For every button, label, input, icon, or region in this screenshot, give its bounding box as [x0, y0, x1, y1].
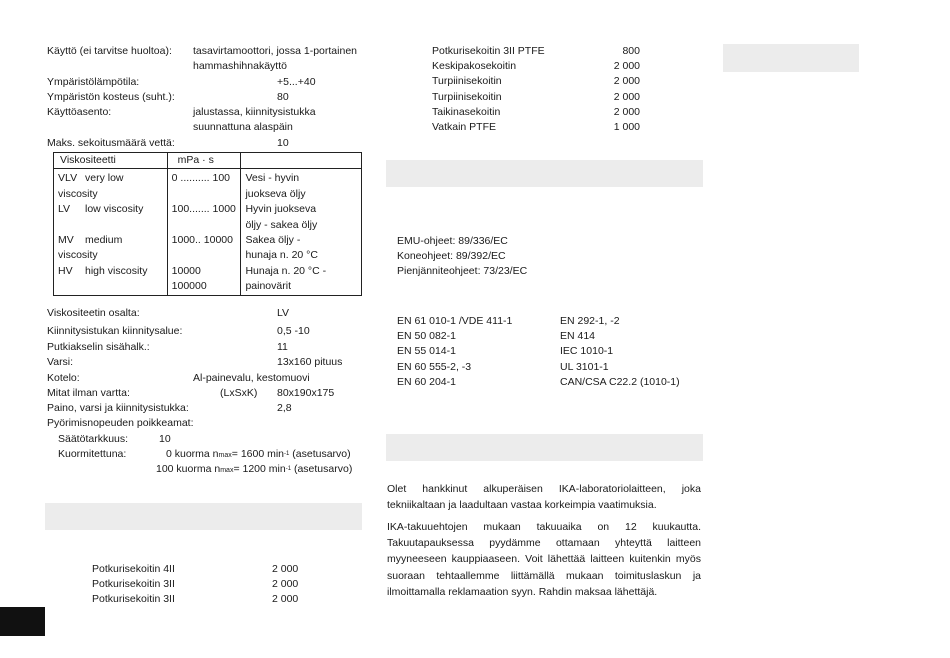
spec-viscosity-part-value: LV	[277, 307, 290, 319]
list-item: Turpiinisekoitin	[432, 91, 502, 103]
viscosity-code: MV	[58, 234, 74, 247]
table-row	[54, 264, 362, 295]
spec-housing-label: Kotelo:	[47, 372, 80, 384]
list-item: EMU-ohjeet: 89/336/EC	[397, 235, 508, 247]
viscosity-range: 10000 100000	[167, 264, 241, 295]
list-item-value: 2 000	[272, 593, 299, 605]
list-item: Taikinasekoitin	[432, 106, 501, 118]
viscosity-range: 0 .......... 100	[167, 169, 241, 202]
viscosity-header-col1: Viskositeetti	[54, 153, 168, 169]
list-item: UL 3101-1	[560, 361, 609, 373]
list-item-value: 2 000	[613, 106, 640, 118]
list-item: CAN/CSA C22.2 (1010-1)	[560, 376, 680, 388]
list-item-value: 2 000	[613, 75, 640, 87]
spec-max-mix-label: Maks. sekoitusmäärä vettä:	[47, 137, 175, 149]
warranty-paragraph-1: Olet hankkinut alkuperäisen IKA-laboratoriolaitteen, joka tekniikaltaan ja laadultaan vastaa korkeimpia vaatimuksia.	[387, 483, 701, 512]
spec-chuck-range-label: Kiinnitysistukan kiinnitysalue:	[47, 325, 183, 337]
spec-viscosity-part-label: Viskositeetin osalta:	[47, 307, 140, 319]
viscosity-range: 100....... 1000	[167, 202, 241, 233]
list-item-value: 2 000	[272, 578, 299, 590]
viscosity-example-cont: hunaja n. 20 °C	[245, 249, 318, 262]
list-item: Turpiinisekoitin	[432, 75, 502, 87]
table-row	[54, 233, 362, 264]
list-item: Koneohjeet: 89/392/EC	[397, 250, 506, 262]
viscosity-example: Hyvin juokseva	[245, 203, 317, 216]
spec-dims-label: Mitat ilman vartta:	[47, 387, 130, 399]
table-row	[54, 169, 362, 202]
list-item: Vatkain PTFE	[432, 121, 496, 133]
spec-speed-dev-label: Pyörimisnopeuden poikkeamat:	[47, 417, 194, 429]
spec-max-mix-value: 10	[277, 137, 289, 149]
spec-humidity-label: Ympäristön kosteus (suht.):	[47, 91, 175, 103]
spec-position-label: Käyttöasento:	[47, 106, 112, 118]
list-item-value: 2 000	[272, 563, 299, 575]
viscosity-name: low viscosity	[85, 203, 144, 216]
spec-dims-value: 80x190x175	[277, 387, 335, 399]
spec-accuracy-label: Säätötarkkuus:	[58, 433, 129, 445]
list-item: EN 61 010-1 /VDE 411-1	[397, 315, 513, 327]
list-item: EN 414	[560, 330, 596, 342]
list-item: IEC 1010-1	[560, 345, 614, 357]
spec-weight-value: 2,8	[277, 402, 292, 414]
spec-stem-label: Varsi:	[47, 356, 74, 368]
list-item-value: 800	[622, 45, 640, 57]
spec-position-value-cont: suunnattuna alaspäin	[193, 121, 293, 133]
list-item: Keskipakosekoitin	[432, 60, 517, 72]
spec-drive-value: tasavirtamoottori, jossa 1-portainen	[193, 45, 357, 57]
list-item: Potkurisekoitin 3II	[92, 593, 175, 605]
viscosity-range: 1000.. 10000	[167, 233, 241, 264]
viscosity-header-col3	[241, 153, 362, 169]
spec-drive-label: Käyttö (ei tarvitse huoltoa):	[47, 45, 172, 57]
spec-chuck-range-value: 0,5 -10	[277, 325, 310, 337]
spec-ambient-temp-label: Ympäristölämpötila:	[47, 76, 140, 88]
viscosity-table-header	[54, 153, 362, 169]
spec-loaded-label: Kuormitettuna:	[58, 448, 127, 460]
viscosity-header-col2: mPa · s	[167, 153, 241, 169]
spec-loaded-line-2: 100 kuorma nmax= 1200 $\min^{-1}$ (asetusarvo)	[156, 463, 353, 475]
spec-shaft-inner-value: 11	[277, 341, 288, 353]
viscosity-code: VLV	[58, 172, 78, 185]
viscosity-name: medium viscosity	[58, 234, 123, 262]
spec-ambient-temp-value: +5...+40	[277, 76, 316, 88]
section-header-band	[386, 160, 703, 187]
list-item: EN 55 014-1	[397, 345, 456, 357]
viscosity-example-cont: juokseva öljy	[245, 187, 306, 200]
table-row	[54, 202, 362, 233]
list-item: Potkurisekoitin 3II PTFE	[432, 45, 545, 57]
spec-shaft-inner-label: Putkiakselin sisähalk.:	[47, 341, 150, 353]
list-item-value: 2 000	[613, 91, 640, 103]
spec-dims-unit: (LxSxK)	[220, 387, 258, 399]
page-marker	[0, 607, 45, 636]
spec-weight-label: Paino, varsi ja kiinnitysistukka:	[47, 402, 189, 414]
spec-position-value: jalustassa, kiinnitysistukka	[193, 106, 316, 118]
viscosity-code: LV	[58, 203, 71, 216]
section-header-band	[45, 503, 362, 530]
list-item-value: 2 000	[613, 60, 640, 72]
list-item: EN 60 555-2, -3	[397, 361, 472, 373]
viscosity-example-cont: öljy - sakea öljy	[245, 218, 318, 231]
list-item: EN 60 204-1	[397, 376, 456, 388]
list-item: EN 292-1, -2	[560, 315, 620, 327]
warranty-paragraph-2: IKA-takuuehtojen mukaan takuuaika on 12 kuukautta. Takuutapauksessa pyydämme ottamaan yhteyttä laitteen myyneeseen kauppiaaseen. Voit lähettää laitteen kuitenkin myös suoraan tehtaallemme liittämällä mukaan toimituslaskun ja ilmoittamalla reklamaation syyn. Rahdin maksaa lähettäjä.	[387, 521, 701, 598]
viscosity-example: Hunaja n. 20 °C -	[245, 264, 327, 277]
viscosity-code: HV	[58, 264, 73, 277]
spec-loaded-line-1: 0 kuorma nmax= 1600 $\min^{-1}$ (asetusarvo)	[166, 448, 351, 460]
spec-accuracy-value: 10	[159, 433, 171, 445]
margin-header-band	[723, 44, 859, 72]
spec-housing-value: Al-painevalu, kestomuovi	[193, 372, 310, 384]
list-item: Potkurisekoitin 4II	[92, 563, 175, 575]
viscosity-table	[53, 152, 362, 296]
list-item: EN 50 082-1	[397, 330, 456, 342]
section-header-band	[386, 434, 703, 461]
spec-humidity-value: 80	[277, 91, 289, 103]
viscosity-example: Sakea öljy -	[245, 234, 301, 247]
viscosity-name: very low viscosity	[58, 172, 124, 200]
viscosity-example-cont: painovärit	[245, 280, 291, 293]
viscosity-name: high viscosity	[85, 264, 148, 277]
spec-drive-value-cont: hammashihnakäyttö	[193, 60, 287, 72]
viscosity-example: Vesi - hyvin	[245, 172, 300, 185]
spec-stem-value: 13x160 pituus	[277, 356, 343, 368]
list-item: Pienjänniteohjeet: 73/23/EC	[397, 265, 528, 277]
list-item: Potkurisekoitin 3II	[92, 578, 175, 590]
list-item-value: 1 000	[613, 121, 640, 133]
